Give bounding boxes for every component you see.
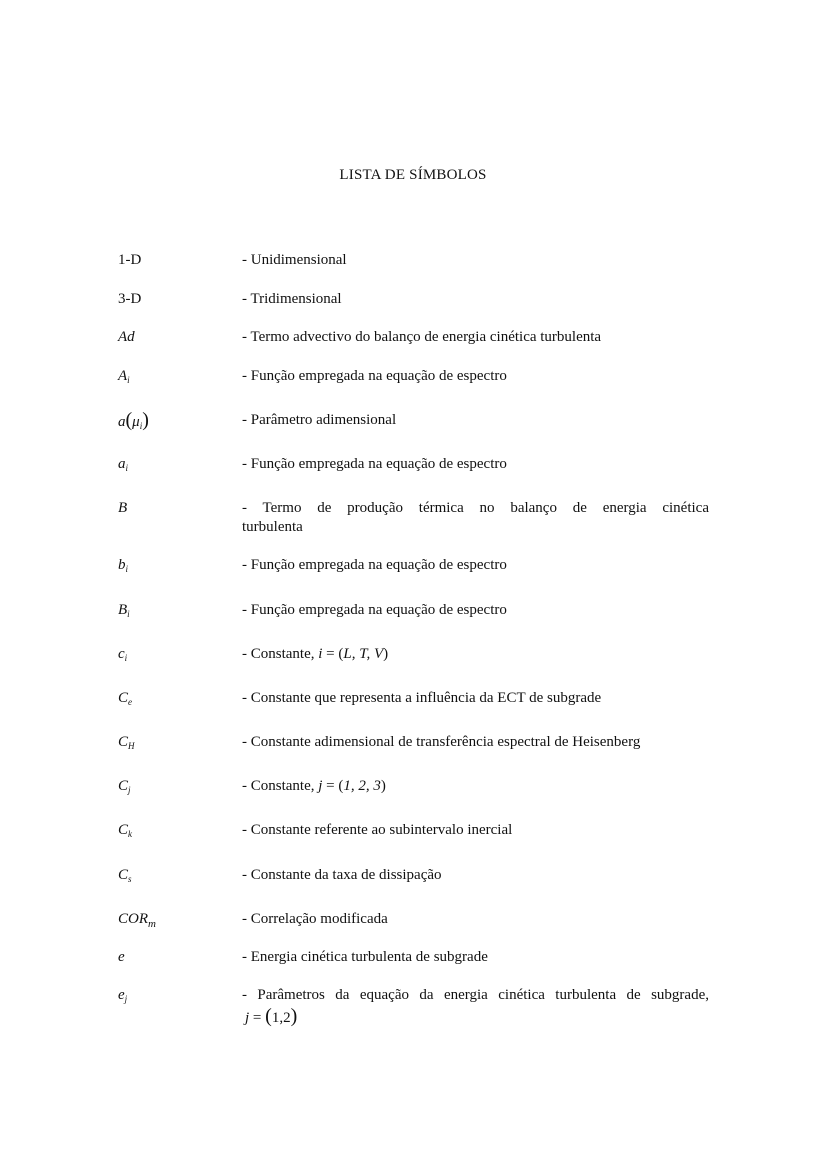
symbol: $B_i$	[118, 602, 130, 619]
symbol-description: - Unidimensional	[242, 252, 347, 268]
symbol-description: - Termo de produção térmica no balanço de energia cinética turbulenta	[242, 500, 709, 535]
symbol-description: - Constante adimensional de transferência espectral de Heisenberg	[242, 734, 641, 750]
symbol-description: - Energia cinética turbulenta de subgrade	[242, 949, 488, 965]
symbol: $c_i$	[118, 646, 128, 663]
symbol-description: - Constante, i = (L, T, V)	[242, 646, 389, 662]
symbol: $C_s$	[118, 867, 132, 884]
symbol: $C_k$	[118, 822, 133, 839]
symbol-description: - Tridimensional	[242, 291, 342, 307]
symbol-description: - Correlação modificada	[242, 911, 388, 927]
symbol: 3-D	[118, 291, 142, 307]
symbol-description: - Função empregada na equação de espectro	[242, 602, 507, 618]
symbol-description: - Função empregada na equação de espectro	[242, 557, 507, 573]
symbol: $C_H$	[118, 734, 135, 751]
symbol: $COR_m$	[118, 911, 156, 930]
symbol: $a(\mu_i)$	[118, 409, 149, 431]
symbol-description: - Constante, j = (1, 2, 3)	[242, 778, 386, 794]
symbol: $b_i$	[118, 557, 129, 574]
symbol: $A_i$	[118, 368, 130, 385]
symbol-description: - Parâmetro adimensional	[242, 412, 397, 428]
symbol: Ad	[118, 329, 135, 345]
symbol: $C_e$	[118, 690, 133, 707]
symbol: e	[118, 949, 125, 965]
symbol: 1-D	[118, 252, 142, 268]
symbol-description: - Termo advectivo do balanço de energia cinética turbulenta	[242, 329, 602, 345]
page-title: LISTA DE SÍMBOLOS	[339, 167, 487, 183]
symbol: $a_i$	[118, 456, 129, 473]
equation: j = (1,2)	[245, 1005, 298, 1027]
symbol: $e_j$	[118, 987, 128, 1004]
symbol-description: - Constante referente ao subintervalo inercial	[242, 822, 513, 838]
symbol-description: - Constante que representa a influência da ECT de subgrade	[242, 690, 602, 706]
symbol: B	[118, 500, 128, 516]
symbol-description: - Constante da taxa de dissipação	[242, 867, 442, 883]
symbol: $C_j$	[118, 778, 131, 795]
symbol-description: - Função empregada na equação de espectro	[242, 456, 507, 472]
symbol-description: - Função empregada na equação de espectro	[242, 368, 507, 384]
symbol-description: - Parâmetros da equação da energia cinética turbulenta de subgrade, j = (1,2)	[242, 987, 709, 1027]
